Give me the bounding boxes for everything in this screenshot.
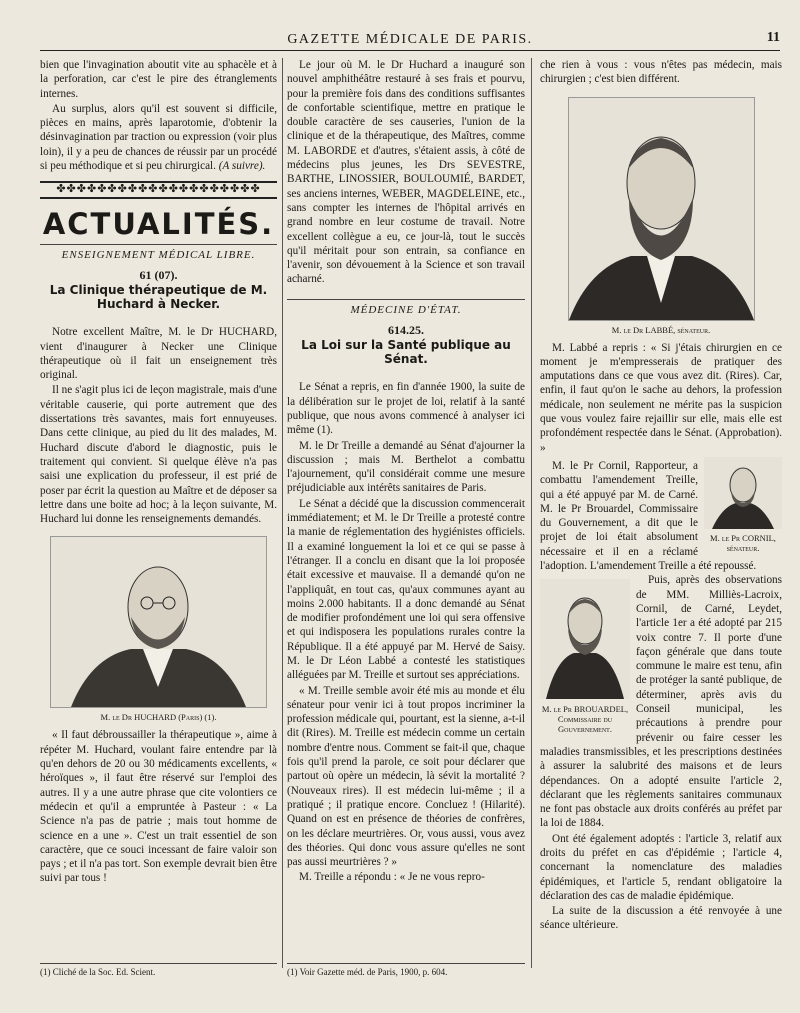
portrait-brouardel-figure [540,579,630,733]
portrait-labbe [568,97,755,321]
paragraph: Le Sénat a repris, en fin d'année 1900, la suite de la délibération sur le projet de loi, relatif à la santé publique, que nous avons commencé à analyser ici même (1). [287,381,525,437]
portrait-cornil-figure [704,457,782,553]
paragraph: M. Treille a répondu : « Je ne vous repro- [299,871,485,884]
paragraph: M. le Dr Treille a demandé au Sénat d'ajourner la discussion ; mais M. Berthelot a combattu l'ajournement, qu'il considérait comme une mesure préjudiciable aux intérêts sanitaires de Paris. [287,439,525,495]
paragraph: Au surplus, alors qu'il est souvent si difficile, pièces en mains, après laparotomie, d'obtenir la désinvagination par traction ou expression (voir plus loin), il y a peu de chances de réussir par un procédé si peu méthodique et si peu chirurgical. (A suivre). [40,102,277,173]
paragraph: « Il faut débroussailler la thérapeutique », aime à répéter M. Huchard, voulant faire entendre par là qu'en dehors de 20 ou 30 médicaments excellents, « héroïques », il faut être réservé sur l'emploi des autres. Il y a une autre phrase que cite volontiers ce médecin et qu'il a empruntée à Pasteur : « La Science n'a pas de patrie ; mais tout homme de science en a une ». C'est un trait essentiel de son caractère, que ce souci incessant de faire valoir son pays ; et il n'a pas tort. Son exemple devrait bien être suivi par tous ! [40,729,277,885]
figure-caption: M. le Dr LABBÉ, sénateur. [611,324,711,335]
page-number: 11 [766,30,780,45]
journal-title: GAZETTE MÉDICALE DE PARIS. [287,32,533,47]
portrait-huchard [50,536,267,708]
portrait-cornil [704,457,782,529]
section-title: ACTUALITÉS. [42,207,275,242]
figure-caption: M. le Pr CORNIL, sénateur. [710,533,776,554]
column-divider [531,58,532,968]
ornamental-divider: ✤✤✤✤✤✤✤✤✤✤✤✤✤✤✤✤✤✤✤✤ [40,181,277,199]
article-title: La Loi sur la Santé publique au Sénat. [301,338,511,367]
page-header [40,30,780,51]
paragraph: La suite de la discussion a été renvoyée à une séance ultérieure. [540,905,782,932]
column-2 [287,58,525,885]
figure-caption: M. le Dr HUCHARD (Paris) (1). [100,712,217,723]
paragraph: che rien à vous : vous n'êtes pas médecin, mais chirurgien ; c'est bien différent. [540,59,782,86]
rubric: MÉDECINE D'ÉTAT. [287,299,525,317]
paragraph: Puis, après des observations de MM. Milliès-Lacroix, Cornil, de Carné, Leydet, l'article 1er a été adopté par 215 voix contre 7. Il porte d'une façon générale que dans toute commune le maire est tenu, afin de protéger la santé publique, de déterminer, après avis du Conseil municipal, les précautions à prendre pour prévenir ou faire cesser les maladies transmissibles, et les prescriptions destinées à assurer la salubrité des maisons et de leurs dépendances. On a adopté ensuite l'article 2, déclarant que les règlements sanitaires communaux ne font pas obstacle aux droits conférés au préfet par la loi de 1884. [540,574,782,830]
footnote: (1) Cliché de la Soc. Ed. Scient. [40,963,277,977]
footnote: (1) Voir Gazette méd. de Paris, 1900, p. 604. [287,963,525,977]
column-1 [40,58,277,886]
paragraph: M. le Pr Cornil, Rapporteur, a combattu l'amendement Treille, qui a été appuyé par M. de Carné. M. le Pr Brouardel, Commissaire du Gouvernement, a dit que le projet de loi était absolument nécessaire et il en a réclamé l'adoption. L'amendement Treille a été repoussé. [540,459,757,573]
article-title: La Clinique thérapeutique de M. Huchard à Necker. [49,283,268,312]
paragraph: Notre excellent Maître, M. le Dr HUCHARD, vient d'inaugurer à Necker une Clinique thérapeutique où il fait un enseignement très original. [40,326,277,382]
article-number: 61 (07). [139,267,178,282]
paragraph: Il ne s'agit plus ici de leçon magistrale, mais d'une véritable causerie, qui porte autrement que des dissertations très savantes, mais fort ennuyeuses. Dans cette clinique, au pied du lit des malades, M. Huchard discute d'abord le diagnostic, puis le traitement qui convient. Si quelque élève n'a pas saisi une explication du professeur, il est prié de poser par écrit la question au Maître et de déposer sa lettre dans une boite ad hoc; à la leçon suivante, M. Huchard lui donne les renseignements demandés. [40,384,277,526]
paragraph: Le jour où M. le Dr Huchard a inauguré son nouvel amphithéâtre restauré à ses frais et pourvu, pour la première fois dans des conditions suffisantes de confortable scientifique, mettre en pratique le double caractère de ses causeries, l'union de la clinique et de la thérapeutique, des Maîtres, comme M. LABORDE et d'autres, s'étaient assis, à côté de médecins plus jeunes, les Drs SEVESTRE, BARTHE, LINOSSIER, BOULOUMIÉ, BARDET, ses anciens internes, WEBER, MAGDELEINE, etc., sans compter les internes de l'hôpital arrivés en grand nombre en leur costume de travail. Notre excellent collègue a eu, ce jour-là, tout le succès qu'il méritait pour son entrain, sa confiance en l'avenir, son dévouement à la Science et son travail acharné. [287,59,525,286]
paragraph: « M. Treille semble avoir été mis au monde et élu sénateur pour venir ici à tout propos incriminer la profession médicale qui, pourtant, est la sienne, a-t-il dit (Rires). M. Treille est médecin comme un certain nombre d'entre nous. Comment se fait-il que, chaque fois qu'il prend la parole, ce soit pour déclarer que partout où opère un médecin, là sévit la mortalité ? (Nouveaux rires). Il est médecin lui-même ; il a pratiqué ; il pratique encore. Concluez ! (Hilarité). Quand on est en présence de théories de confrères, on les déclare meurtrières. Or, vous aussi, vous avez des théories. Qui donc vous assure qu'elles ne sont pas aussi meurtrières ? » [287,684,525,869]
figure-caption: M. le Pr BROUARDEL, Commissaire du Gouvernement. [541,703,629,734]
column-divider [282,58,283,968]
paragraph: M. Labbé a repris : « Si j'étais chirurgien en ce moment je m'empresserais de pratiquer des amputations dans ce que vous avez dit. (Rires). Car, enfin, il faut qu'on le sache au dehors, la profession médicale, non seulement ne mérite pas la suspicion que vous voulez faire rejaillir sur elle, mais elle est profondément respectée dans le Sénat. (Approbation). » [540,341,782,454]
rubric: ENSEIGNEMENT MÉDICAL LIBRE. [40,244,277,262]
article-number: 614.25. [388,323,424,338]
paragraph: bien que l'invagination aboutit vite au sphacèle et à la perforation, car c'est le pire des étranglements internes. [40,59,277,100]
portrait-brouardel [540,579,630,699]
paragraph: Ont été également adoptés : l'article 3, relatif aux droits du préfet en cas d'épidémie ; l'article 4, concernant la nomenclature des maladies épidémiques, et l'article 5, rendant obligatoire la déclaration des cas de maladie épidémique. [540,832,782,902]
column-3 [540,58,782,933]
paragraph: Le Sénat a décidé que la discussion commencerait immédiatement; et M. le Dr Treille a protesté contre la manie de réglementation des hygiénistes officiels. Il a examiné longuement la loi et ce qui se passe à l'étranger. Il a conclu en disant que la loi proposée était excessive et mauvaise. Il a demandé qu'on ne l'appliquât, en tout cas, qu'aux communes ayant au moins 2.000 habitants. Il a donc demandé au Sénat de modifier profondément une loi qui sera offensive et qui indisposera les populations rurales contre la République. Il a été appuyé par M. Hervé de Saisy. M. le Dr Léon Labbé a contesté les statistiques alléguées par M. Treille et surtout ses appréciations. [287,497,525,682]
